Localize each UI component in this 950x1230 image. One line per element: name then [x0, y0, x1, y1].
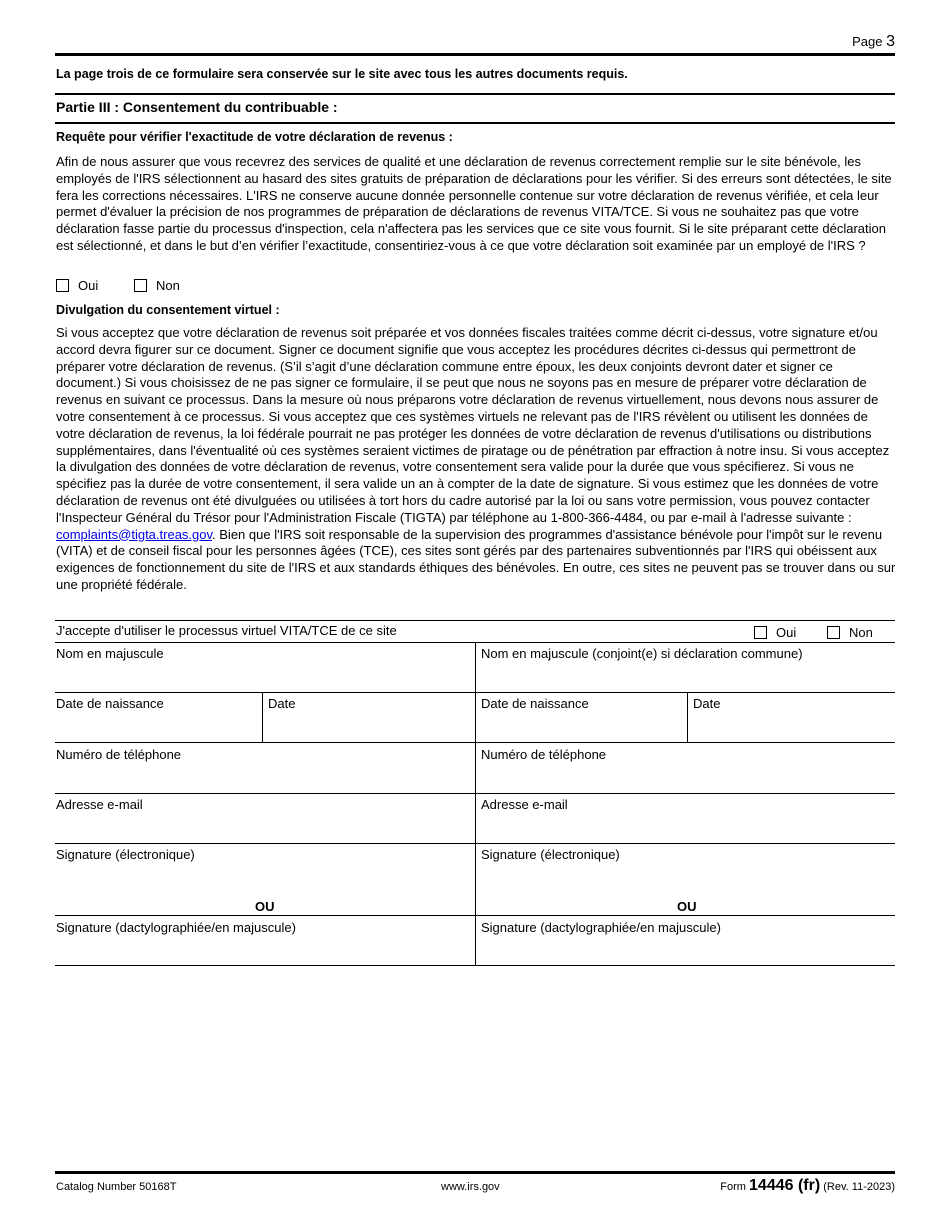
part3-top-rule: [55, 93, 895, 95]
footer-rule: [55, 1171, 895, 1174]
retention-notice: La page trois de ce formulaire sera conservée sur le site avec tous les autres documents requis.: [56, 67, 628, 81]
spouse-electronic-signature-field[interactable]: Signature (électronique): [481, 847, 620, 862]
irs-website: www.irs.gov: [441, 1181, 500, 1193]
field-grid-right-date-divider: [687, 692, 688, 743]
virtual-consent-heading: Divulgation du consentement virtuel :: [56, 303, 280, 317]
spouse-typed-signature-field[interactable]: Signature (dactylographiée/en majuscule): [481, 920, 721, 935]
part3-title-rule: [55, 122, 895, 124]
taxpayer-date-field[interactable]: Date: [268, 696, 296, 711]
virtual-consent-paragraph: Si vous acceptez que votre déclaration de revenus soit préparée et vos données fiscales traitées comme décrit ci-dessus, votre signature et/ou accord devra figurer sur ce document. Signer ce document signifie que vous acceptez les procédures décrites ci-dessus qui permettront de préparer votre déclaration de revenus. (S’il s’agit d’une déclaration commune entre époux, les deux conjoints devront dater et signer ce document.) Si vous choisissez de ne pas signer ce formulaire, il se peut que nous ne soyons pas en mesure de préparer votre déclaration de revenus en suivant ce processus. Dans la mesure où nous préparons votre déclaration de revenus virtuellement, nous devons nous assurer de votre consentement à ce processus. Si vous acceptez que ces systèmes virtuels ne relevant pas de l'IRS révèlent ou utilisent les données de votre déclaration de revenus, la loi fédérale pourrait ne pas protéger les données de votre déclaration de revenus d'utilisations ou distributions supplémentaires, dans l'éventualité où ces systèmes seraient victimes de piratage ou de pénétration par effraction à notre insu. Si vous acceptez la divulgation des données de votre déclaration de revenus, votre consentement sera valide pour la durée que vous spécifierez. Si vous ne spécifiez pas la durée de votre consentement, il sera valide un an à compter de la date de signature. Si vous estimez que les données de votre déclaration de revenus ont été divulguées ou utilisées à tort hors du cadre autorisé par la loi ou sans votre permission, vous pouvez contacter l'Inspecteur Général du Trésor pour l'Administration Fiscale (TIGTA) par téléphone au 1-800-366-4484, ou par e-mail à l'adresse suivante : complaints@tigta.treas.gov. Bien que l'IRS soit responsable de la supervision des programmes d'assistance bénévole pour l'impôt sur le revenu (VITA) et de conseil fiscal pour les personnes âgées (TCE), ces sites sont gérés par des partenaires subventionnés par l'IRS qui obéissent aux exigences de fonctionnement du site de l'IRS et aux standards éthiques des bénévoles. En outre, ces sites ne peuvent pas se trouver dans ou sur une propriété fédérale.: [56, 325, 896, 592]
tigta-email-link[interactable]: complaints@tigta.treas.gov: [56, 526, 213, 542]
spouse-name-field[interactable]: Nom en majuscule (conjoint(e) si déclaration commune): [481, 646, 803, 661]
field-grid-center-divider: [475, 642, 476, 966]
review-heading: Requête pour vérifier l'exactitude de votre déclaration de revenus :: [56, 130, 453, 144]
accept-top-rule: [55, 620, 895, 621]
accept-yes-checkbox[interactable]: [754, 626, 767, 639]
form-identifier: Form 14446 (fr) (Rev. 11-2023): [720, 1177, 895, 1194]
spouse-dob-field[interactable]: Date de naissance: [481, 696, 589, 711]
accept-label: J'accepte d'utiliser le processus virtuel VITA/TCE de ce site: [56, 623, 397, 638]
accept-no-checkbox[interactable]: [827, 626, 840, 639]
catalog-number: Catalog Number 50168T: [56, 1181, 177, 1193]
form-number: 14446 (fr): [749, 1177, 821, 1194]
page-number-value: 3: [886, 33, 895, 50]
spouse-or-label: OU: [677, 899, 697, 914]
taxpayer-or-label: OU: [255, 899, 275, 914]
field-grid-left-date-divider: [262, 692, 263, 743]
page-number: Page 3: [852, 33, 895, 50]
review-yes-option[interactable]: Oui: [56, 278, 98, 293]
taxpayer-dob-field[interactable]: Date de naissance: [56, 696, 164, 711]
taxpayer-typed-signature-field[interactable]: Signature (dactylographiée/en majuscule): [56, 920, 296, 935]
spouse-phone-field[interactable]: Numéro de téléphone: [481, 747, 607, 762]
review-no-checkbox[interactable]: [134, 279, 147, 292]
review-no-option[interactable]: Non: [134, 278, 180, 293]
taxpayer-phone-field[interactable]: Numéro de téléphone: [56, 747, 182, 762]
review-yes-checkbox[interactable]: [56, 279, 69, 292]
spouse-email-field[interactable]: Adresse e-mail: [481, 797, 568, 812]
spouse-date-field[interactable]: Date: [693, 696, 721, 711]
accept-no-option[interactable]: Non: [827, 625, 873, 640]
part3-title: Partie III : Consentement du contribuable :: [56, 99, 338, 115]
taxpayer-electronic-signature-field[interactable]: Signature (électronique): [56, 847, 195, 862]
taxpayer-name-field[interactable]: Nom en majuscule: [56, 646, 164, 661]
accept-yes-option[interactable]: Oui: [754, 625, 796, 640]
top-rule: [55, 53, 895, 56]
taxpayer-email-field[interactable]: Adresse e-mail: [56, 797, 143, 812]
review-paragraph: Afin de nous assurer que vous recevrez des services de qualité et une déclaration de revenus correctement remplie sur le site bénévole, les employés de l'IRS sélectionnent au hasard des sites gratuits de préparation de déclarations pour les vérifier. Si des erreurs sont détectées, le site fera les corrections nécessaires. L'IRS ne conserve aucune donnée personnelle contenue sur votre déclaration de revenus vérifiée, et cela leur permet d'évaluer la précision de nos programmes de préparation de déclarations de revenus VITA/TCE. Si vous ne souhaitez pas que votre déclaration fasse partie du processus d'inspection, cela n'affectera pas les services que ce site vous fournit. Si le site préparant cette déclaration est sélectionné, et dans le but d’en vérifier l’exactitude, consentiriez-vous à ce que votre déclaration soit examinée par un employé de l'IRS ?: [56, 154, 892, 253]
